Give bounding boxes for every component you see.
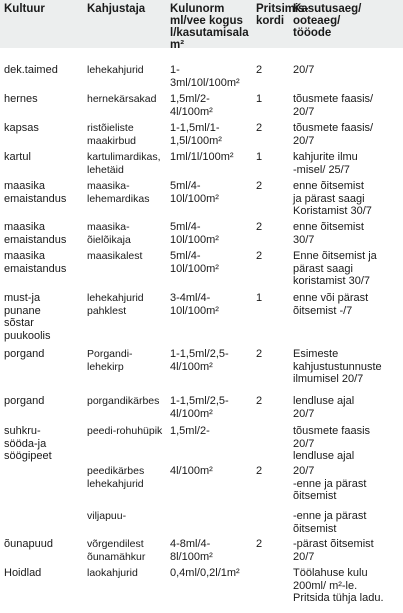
cell-kahjustaja: ristõieliste maakirbud	[87, 122, 137, 147]
header-kahjustaja: Kahjustaja	[87, 3, 146, 15]
cell-kahjustaja: kartulimardikas, lehetäid	[87, 151, 161, 176]
cell-kahjustaja: porgandikärbes	[87, 395, 160, 407]
cell-kahjustaja: Porgandi-lehekirp	[87, 348, 133, 373]
cell-kasutusaeg: tõusmete faasis 20/7 lendluse ajal	[293, 425, 371, 462]
cell-kulunorm: 4l/100m²	[170, 465, 213, 477]
cell-kultuur: hernes	[4, 93, 38, 105]
cell-kahjustaja: võrgendilest õunamähkur	[87, 538, 146, 563]
cell-kultuur: maasika emaistandus	[4, 180, 67, 205]
cell-kasutusaeg: enne või pärast õitsemist -/7	[293, 292, 369, 317]
cell-kahjustaja: lehekahjurid pahklest	[87, 292, 144, 317]
cell-kultuur: Hoidlad	[4, 567, 42, 579]
cell-kulunorm: 4-8ml/4- 8l/100m²	[170, 538, 213, 563]
cell-kasutusaeg: enne õitsemist ja pärast saagi Koristamist 30/7	[293, 180, 372, 217]
cell-kordi: 2	[256, 122, 263, 134]
cell-kulunorm: 1ml/1l/100m²	[170, 151, 234, 163]
cell-kulunorm: 1- 3ml/10l/100m²	[170, 64, 240, 89]
header-pritsimiskordi: Pritsimis- kordi	[256, 3, 309, 27]
cell-kordi: 2	[256, 348, 263, 360]
cell-kulunorm: 0,4ml/0,2l/1m²	[170, 567, 240, 579]
header-kulunorm: Kulunorm ml/vee kogus l/kasutamisala m²	[170, 3, 249, 51]
header-kultuur: Kultuur	[4, 3, 45, 15]
cell-kasutusaeg: tõusmete faasis/ 20/7	[293, 93, 374, 118]
cell-kordi: 2	[256, 221, 263, 233]
cell-kasutusaeg: lendluse ajal 20/7	[293, 395, 355, 420]
cell-kultuur: must-ja punane sõstar puukoolis	[4, 292, 51, 342]
cell-kahjustaja: lehekahjurid	[87, 64, 144, 76]
cell-kultuur: maasika emaistandus	[4, 221, 67, 246]
cell-kasutusaeg: kahjurite ilmu -misel/ 25/7	[293, 151, 358, 176]
cell-kahjustaja: hernekärsakad	[87, 93, 157, 105]
cell-kultuur: porgand	[4, 348, 45, 360]
cell-kahjustaja: maasika- lehemardikas	[87, 180, 150, 205]
cell-kordi: 1	[256, 292, 263, 304]
cell-kulunorm: 1-1,5ml/2,5- 4l/100m²	[170, 348, 229, 373]
cell-kasutusaeg: Töölahuse kulu 200ml/ m²-le. Pritsida tühja ladu.	[293, 567, 384, 604]
cell-kasutusaeg: -enne ja pärast õitsemist	[293, 510, 367, 535]
cell-kultuur: kartul	[4, 151, 31, 163]
cell-kahjustaja: viljapuu-	[87, 510, 127, 522]
cell-kulunorm: 5ml/4- 10l/100m²	[170, 180, 219, 205]
cell-kulunorm: 1-1,5ml/2,5- 4l/100m²	[170, 395, 229, 420]
cell-kasutusaeg: enne õitsemist 30/7	[293, 221, 364, 246]
cell-kulunorm: 1-1,5ml/1- 1,5l/100m²	[170, 122, 222, 147]
cell-kasutusaeg: -pärast õitsemist 20/7	[293, 538, 374, 563]
cell-kasutusaeg: Esimeste kahjustustunnuste ilmumisel 20/7	[293, 348, 382, 385]
cell-kahjustaja: peedi-rohuhüpik	[87, 425, 163, 437]
cell-kulunorm: 5ml/4- 10l/100m²	[170, 250, 219, 275]
cell-kordi: 2	[256, 465, 263, 477]
cell-kultuur: dek.taimed	[4, 64, 58, 76]
cell-kordi: 2	[256, 64, 263, 76]
header-kasutusaeg: Kasutusaeg/ ooteaeg/ tööode	[293, 3, 362, 39]
cell-kulunorm: 1,5ml/2- 4l/100m²	[170, 93, 213, 118]
cell-kordi: 2	[256, 250, 263, 262]
cell-kultuur: kapsas	[4, 122, 39, 134]
table-header	[0, 0, 403, 51]
cell-kordi: 2	[256, 538, 263, 550]
cell-kulunorm: 1,5ml/2-	[170, 425, 210, 437]
cell-kahjustaja: maasikalest	[87, 250, 143, 262]
cell-kasutusaeg: 20/7	[293, 64, 315, 76]
cell-kasutusaeg: 20/7 -enne ja pärast õitsemist	[293, 465, 367, 502]
cell-kasutusaeg: tõusmete faasis/ 20/7	[293, 122, 374, 147]
cell-kordi: 1	[256, 151, 263, 163]
cell-kahjustaja: laokahjurid	[87, 567, 138, 579]
cell-kultuur: õunapuud	[4, 538, 53, 550]
cell-kulunorm: 5ml/4- 10l/100m²	[170, 221, 219, 246]
cell-kultuur: maasika emaistandus	[4, 250, 67, 275]
cell-kultuur: porgand	[4, 395, 45, 407]
cell-kulunorm: 3-4ml/4- 10l/100m²	[170, 292, 219, 317]
cell-kordi: 2	[256, 180, 263, 192]
cell-kasutusaeg: Enne õitsemist ja pärast saagi koristamist 30/7	[293, 250, 377, 287]
cell-kordi: 1	[256, 93, 263, 105]
cell-kordi: 2	[256, 395, 263, 407]
cell-kultuur: suhkru- sööda-ja söögipeet	[4, 425, 52, 462]
cell-kahjustaja: peedikärbes lehekahjurid	[87, 465, 145, 490]
cell-kahjustaja: maasika-õielõikaja	[87, 221, 131, 246]
